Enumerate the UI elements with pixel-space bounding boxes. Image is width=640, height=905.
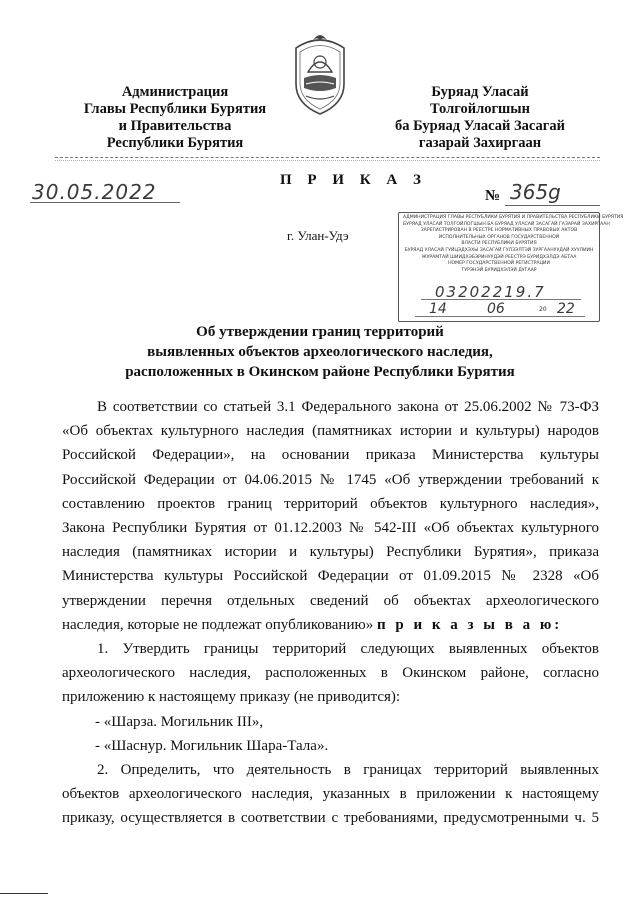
issuer-line: Толгойлогшын [430, 101, 530, 117]
stamp-line: НОМЕР ГОСУДАРСТВЕННОЙ РЕГИСТРАЦИИ [448, 261, 550, 267]
item-1: 1. Утвердить границы территорий следующих выявленных объектов [97, 641, 599, 658]
title-line: выявленных объектов археологического наследия, [147, 344, 493, 360]
body-text: наследия, которые не подлежат опубликованию» [62, 616, 374, 633]
stamp-line: ИСПОЛНИТЕЛЬНЫХ ОРГАНОВ ГОСУДАРСТВЕННОЙ [438, 234, 560, 240]
title-line: Об утверждении границ территорий [196, 324, 444, 340]
stamp-date-underline [415, 316, 585, 317]
document-type: П Р И К А З [280, 172, 427, 188]
date-underline [30, 202, 180, 203]
document-body [62, 395, 599, 831]
body-line: составлению проектов границ территорий объектов культурного наследия», [62, 495, 599, 512]
issuer-russian [40, 84, 310, 152]
number-label: № [485, 188, 501, 204]
body-line: В соответствии со статьей 3.1 Федерального закона от 25.06.2002 № 73-ФЗ [97, 399, 599, 415]
stamp-text [403, 215, 624, 274]
stamp-line: БУРЯАД УЛАСАЙ ТОЛГОЙЛОГШЫН БА БУРЯАД УЛАСАЙ ЗАСАГАЙ ГАЗАРАЙ ЗАХИРГААН [403, 221, 610, 227]
document-title [40, 322, 600, 382]
footnote-divider [0, 893, 48, 894]
issuer-line: Администрация [121, 84, 229, 100]
issuer-line: и Правительства [118, 118, 232, 134]
body-line: объектов археологического наследия, указанных в приложении к настоящему [62, 786, 599, 803]
item-2: 2. Определить, что деятельность в границах территорий выявленных [97, 762, 599, 779]
stamp-line: ГУРЭНЭЙ БУРИДХЭЛЭЙ ДУГААР [461, 267, 537, 273]
body-line [62, 613, 599, 637]
issuer-line: ба Буряад Уласай Засагай [395, 118, 565, 134]
stamp-line: ЖУРАМТАЙ ШИИДХЭБЭРИНУУДЭЙ РЕЕСТРЭ БУРИДХЭЛДЭ АБТАА [421, 254, 577, 260]
stamp-underline [421, 299, 581, 300]
body-line: приложению к настоящему приказу (не приводится): [62, 689, 401, 706]
body-line: археологического наследия, расположенных в Окинском районе, согласно [62, 665, 599, 682]
issuer-line: Главы Республики Бурятия [83, 101, 267, 117]
issuer-line: газарай Захиргаан [418, 135, 542, 151]
stamp-line: БУРЯАД УЛАСАЙ ГУЙЦЭДХЭХЫ ЗАСАГАЙ ГУЛЗЭЛТЭЙ ЗУРГААНУУДАЙ ХУУЛИИН [404, 247, 594, 253]
issuer-line: Буряад Уласай [431, 84, 529, 100]
stamp-year-prefix: 20 [539, 306, 547, 313]
registration-stamp [398, 212, 624, 322]
list-item: - «Шарза. Могильник III», [95, 713, 264, 730]
body-line: Министерства культуры Российской Федерации от 01.09.2015 № 2328 «Об [62, 568, 599, 585]
body-line: приказу, осуществляется в соответствии с требованиями, предусмотренными ч. 5 [62, 810, 599, 827]
issuer-buryat [360, 84, 600, 152]
issuer-line: Республики Бурятия [106, 135, 244, 151]
body-line: утверждении перечня отдельных сведений об объектах археологического [62, 592, 599, 609]
stamp-month: 06 [487, 301, 505, 317]
handwritten-date: 30.05.2022 [32, 180, 157, 204]
list-item: - «Шаснур. Могильник Шара-Тала». [95, 737, 329, 754]
handwritten-number: 365g [510, 180, 561, 204]
body-line: наследия (памятниках истории и культуры) Республики Бурятия», приказа [62, 544, 599, 561]
order-word: п р и к а з ы в а ю: [376, 616, 563, 633]
number-underline [505, 205, 600, 206]
body-line: «Об объектах культурного наследия (памятниках истории и культуры) народов [62, 423, 599, 440]
buryatia-coat-of-arms-icon [284, 22, 356, 118]
stamp-registration-number: 03202219.7 [435, 283, 546, 301]
stamp-year: 22 [557, 301, 575, 317]
stamp-day: 14 [429, 301, 447, 317]
body-line: Российской Федерации от 04.06.2015 № 1745 «Об утверждении требований к [62, 471, 599, 488]
stamp-line: АДМИНИСТРАЦИЯ ГЛАВЫ РЕСПУБЛИКИ БУРЯТИЯ И ПРАВИТЕЛЬСТВА РЕСПУБЛИКИ БУРЯТИЯ [403, 215, 624, 220]
city: г. Улан-Удэ [287, 228, 349, 243]
body-line: Закона Республики Бурятия от 01.12.2003 № 542-III «Об объектах культурного [62, 520, 599, 537]
header-divider [55, 157, 600, 158]
stamp-line: ВЛАСТИ РЕСПУБЛИКИ БУРЯТИЯ [461, 241, 537, 247]
body-line: Российской Федерации», на основании приказа Министерства культуры [62, 447, 599, 464]
header-divider-secondary [55, 160, 600, 161]
stamp-line: ЗАРЕГИСТРИРОВАН В РЕЕСТРЕ НОРМАТИВНЫХ ПРАВОВЫХ АКТОВ [420, 228, 578, 234]
title-line: расположенных в Окинском районе Республики Бурятия [125, 364, 515, 380]
